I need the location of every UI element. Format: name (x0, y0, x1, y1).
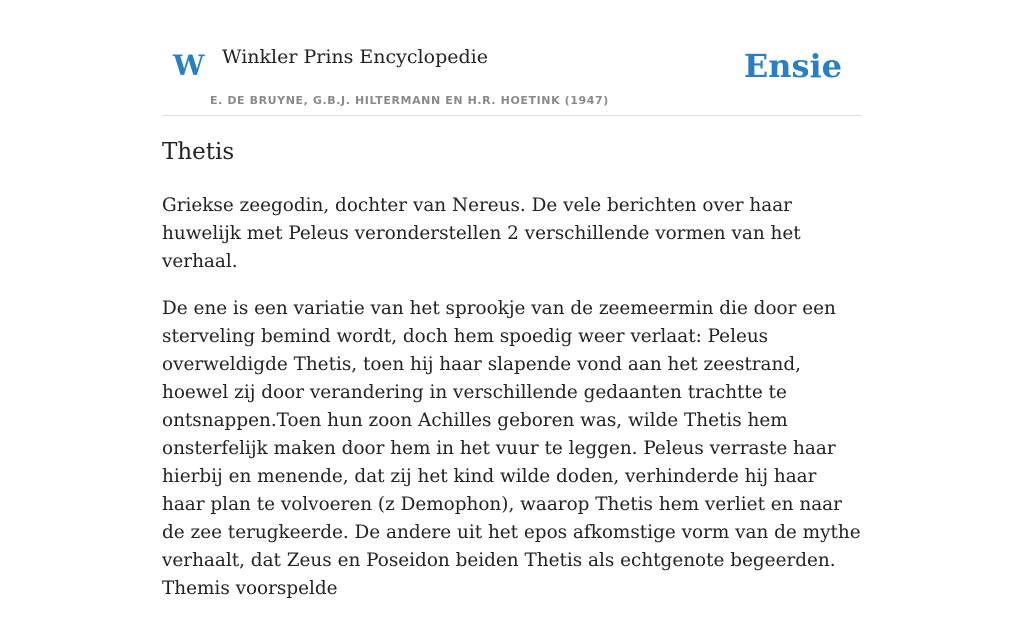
winkler-prins-logo-icon[interactable]: W (173, 49, 205, 82)
article-paragraph: Griekse zeegodin, dochter van Nereus. De vele berichten over haar huwelijk met Peleus veronderstellen 2 verschillende vormen van het verhaal. (162, 195, 801, 272)
source-header (162, 0, 862, 116)
ensie-logo-link[interactable]: Ensie (743, 47, 842, 85)
article-page (162, 0, 862, 599)
article-title: Thetis (162, 139, 235, 165)
article-body (162, 192, 862, 622)
article-paragraph: De ene is een variatie van het sprookje van de zeemeermin die door een sterveling bemind wordt, doch hem spoedig weer verlaat: Peleus overweldigde Thetis, toen hij haar slapende vond aan het zeestrand, hoewel zij door verandering in verschillende gedaanten trachtte te ontsnappen.Toen hun zoon Achilles geboren was, wilde Thetis hem onsterfelijk maken door hem in het vuur te leggen. Peleus verraste haar hierbij en menende, dat zij het kind wilde doden, verhinderde hij haar haar plan te volvoeren (z Demophon), waarop Thetis hem verliet en naar de zee terugkeerde. De andere uit het epos afkomstige vorm van de mythe verhaalt, dat Zeus en Poseidon beiden Thetis als echtgenote begeerden. Themis voorspelde (162, 298, 861, 599)
source-authors: E. DE BRUYNE, G.B.J. HILTERMANN EN H.R. HOETINK (1947) (210, 94, 609, 107)
source-title-link[interactable]: Winkler Prins Encyclopedie (222, 46, 488, 68)
